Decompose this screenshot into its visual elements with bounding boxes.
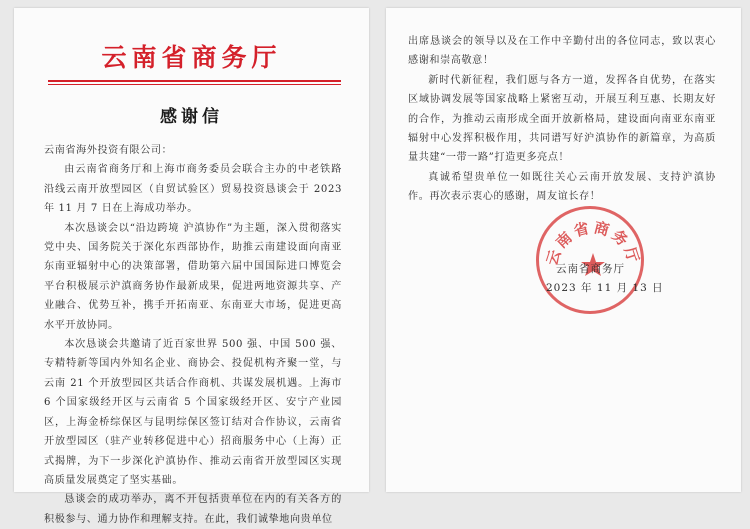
letterhead-rule-thick bbox=[48, 80, 341, 82]
letter-page-left bbox=[14, 8, 369, 525]
paragraph: 出席恳谈会的领导以及在工作中辛勤付出的各位同志，致以衷心感谢和崇高敬意！ bbox=[408, 36, 716, 67]
letter-body-right bbox=[408, 32, 716, 207]
paragraph: 恳谈会的成功举办，离不开包括贵单位在内的有关各方的积极参与、通力协作和理解支持。在此，我们诚挚地向贵单位 bbox=[44, 494, 342, 525]
paragraph: 真诚希望贵单位一如既往关心云南开放发展、支持沪滇协作。再次表示衷心的感谢，周友谊长存！ bbox=[408, 171, 716, 203]
signature-org: 云南省商务厅 bbox=[556, 263, 625, 275]
signature-date: 2023 年 11 月 13 日 bbox=[546, 282, 664, 294]
paragraph: 由云南省商务厅和上海市商务委员会联合主办的中老铁路沿线云南开放型园区（自贸试验区）贸易投资恳谈会于 2023 年 11 月 7 日在上海成功举办。 bbox=[44, 164, 342, 215]
letter-page-right bbox=[386, 8, 741, 492]
letterhead-rule-thin bbox=[48, 84, 341, 85]
paragraph: 新时代新征程，我们愿与各方一道，发挥各自优势，在落实区域协调发展等国家战略上紧密互动，开展互利互惠、长期友好的合作，为推动云南形成全面开放新格局，建设面向南亚东南亚辐射中心发挥积极作用，共同谱写好沪滇协作的新篇章，为高质量共建“一带一路”打造更多亮点！ bbox=[408, 74, 716, 164]
official-seal bbox=[536, 206, 644, 314]
salutation: 云南省海外投资有限公司： bbox=[44, 145, 173, 156]
letter-body-left bbox=[44, 141, 342, 529]
paragraph: 本次恳谈会以“沿边跨境 沪滇协作”为主题，深入贯彻落实党中央、国务院关于深化东西部协作，助推云南建设面向南亚东南亚辐射中心的决策部署，借助第六届中国国际进口博览会平台积极展示沪滇商务协作最新成果，促进两地资源共享、产业融合、优势互补，携手开拓南亚、东南亚大市场，促进更高水平开放协同。 bbox=[44, 222, 342, 331]
paragraph: 本次恳谈会共邀请了近百家世界 500 强、中国 500 强、专精特新等国内外知名企业、商协会、投促机构齐聚一堂，与云南 21 个开放型园区共话合作商机、共谋发展机遇。上海市 6 个国家级经开区与云南省 5 个国家级经开区、安宁产业园区，上海金桥综保区与昆明综保区签订结对合作协议，云南省开放型园区（驻产业转移促进中心）招商服务中心（上海）正式揭牌，为下一步深化沪滇协作、推动云南省开放型园区实现高质量发展奠定了坚实基础。 bbox=[44, 339, 342, 486]
letter-title: 感谢信 bbox=[160, 107, 223, 127]
svg-text:云南省商务厅: 云南省商务厅 bbox=[542, 218, 644, 268]
letterhead-org-name: 云南省商务厅 bbox=[101, 43, 282, 72]
